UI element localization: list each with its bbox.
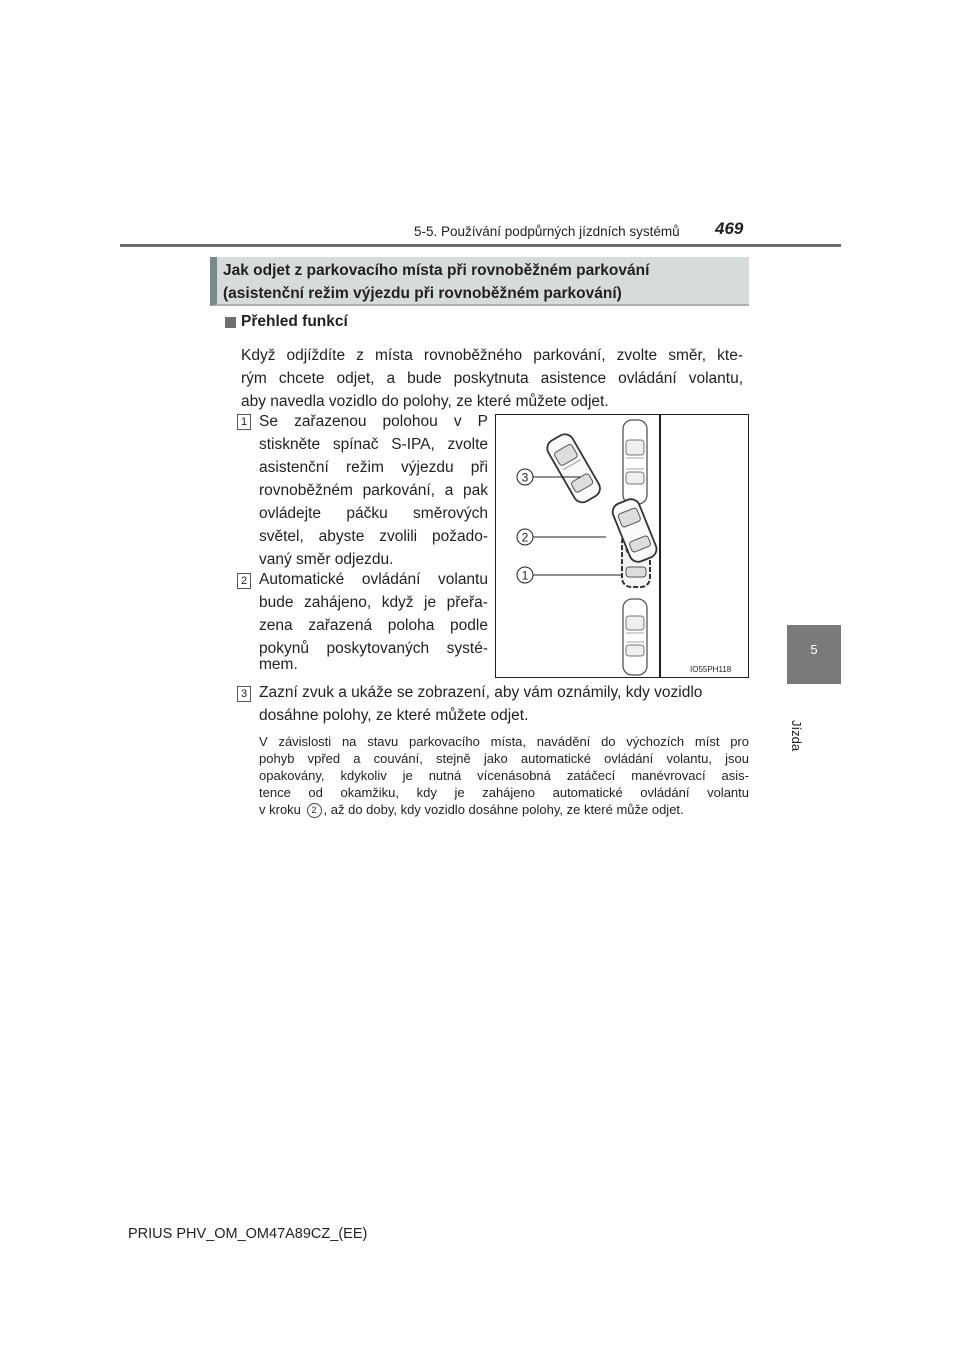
word: směrových xyxy=(413,505,488,522)
word: výjezdu xyxy=(401,459,454,476)
callout-2 xyxy=(517,529,606,545)
callout-3-label: 3 xyxy=(521,470,529,485)
step-1-line xyxy=(259,482,488,500)
overview-title: Přehled funkcí xyxy=(241,313,348,330)
word: a xyxy=(444,482,454,499)
word: míst xyxy=(694,734,720,749)
step-1-line xyxy=(259,505,488,523)
word: navádění xyxy=(536,734,591,749)
callout-1 xyxy=(517,567,622,583)
word: požado- xyxy=(431,528,488,545)
word: parkovacího xyxy=(409,734,480,749)
note-last-pre: v kroku xyxy=(259,802,301,817)
word: spínač xyxy=(332,436,379,453)
step-1-line xyxy=(259,436,488,454)
note-last-post: , až do doby, kdy vozidlo dosáhne polohy, ze které může odjet. xyxy=(323,802,684,817)
word: páčku xyxy=(346,505,388,522)
word: výchozích xyxy=(626,734,685,749)
word: pro xyxy=(730,734,749,749)
word: P xyxy=(477,413,488,430)
step-ref-badge: 2 xyxy=(307,803,322,818)
word: ovládejte xyxy=(259,505,322,522)
step-1-line xyxy=(259,413,488,431)
step-1-line xyxy=(259,459,488,477)
parking-diagram xyxy=(496,415,748,677)
word: parkování, xyxy=(362,482,435,499)
word: zvolili xyxy=(379,528,418,545)
word: bude xyxy=(259,594,294,611)
note-line: opakovány, kdykoliv je nutná vícenásobná zatáčecí manévrovací asis- xyxy=(259,768,749,783)
word: pokynů xyxy=(259,640,309,657)
parked-car-front xyxy=(623,420,647,504)
word: ovládání xyxy=(361,571,421,588)
word: stavu xyxy=(367,734,399,749)
word: Automatické xyxy=(259,571,345,588)
overview-para-line: Když odjíždíte z místa rovnoběžného parkování, zvolte směr, kte- xyxy=(241,347,743,364)
step-3-line: dosáhne polohy, ze které můžete odjet. xyxy=(259,707,529,724)
header-rule xyxy=(120,244,841,247)
word: podle xyxy=(450,617,488,634)
word: abyste xyxy=(318,528,365,545)
note-line xyxy=(259,734,749,749)
step-2-line xyxy=(259,594,488,612)
square-bullet-icon xyxy=(225,317,236,328)
car-position-2 xyxy=(610,497,659,565)
word: zařazená xyxy=(308,617,373,634)
step-1-line xyxy=(259,528,488,546)
step-2-line xyxy=(259,571,488,589)
word: polohou xyxy=(382,413,438,430)
word: světel, xyxy=(259,528,304,545)
word: závislosti xyxy=(278,734,332,749)
word: Se xyxy=(259,413,278,430)
word: rovnoběžném xyxy=(259,482,353,499)
word: zvolte xyxy=(447,436,488,453)
step-2-line: mem. xyxy=(259,656,298,673)
footer-doc-id: PRIUS PHV_OM_OM47A89CZ_(EE) xyxy=(128,1226,368,1242)
word: stiskněte xyxy=(259,436,321,453)
word: volantu xyxy=(438,571,488,588)
word: poloha xyxy=(387,617,435,634)
section-title-line-2: (asistenční režim výjezdu při rovnoběžném parkování) xyxy=(223,285,622,302)
word: přeřa- xyxy=(446,594,488,611)
word: poskytovaných xyxy=(326,640,430,657)
note-line-last xyxy=(259,802,749,818)
word: do xyxy=(601,734,616,749)
overview-para-line: aby navedla vozidlo do polohy, ze které můžete odjet. xyxy=(241,393,609,410)
word: zena xyxy=(259,617,293,634)
car-position-3 xyxy=(544,431,603,506)
overview-para-line: rým chcete odjet, a bude poskytnuta asistence ovládání volantu, xyxy=(241,370,743,387)
step-number-badge: 1 xyxy=(237,414,251,430)
word: pak xyxy=(463,482,488,499)
section-title-line-1: Jak odjet z parkovacího místa při rovnoběžném parkování xyxy=(223,262,650,279)
step-number-badge: 3 xyxy=(237,686,251,702)
word: místa, xyxy=(490,734,527,749)
word: když xyxy=(381,594,414,611)
word: systé- xyxy=(446,640,488,657)
step-1-line: vaný směr odjezdu. xyxy=(259,551,394,568)
word: V xyxy=(259,734,268,749)
word: zařazenou xyxy=(294,413,367,430)
word: v xyxy=(453,413,462,430)
word: režim xyxy=(345,459,384,476)
word: zahájeno, xyxy=(303,594,372,611)
callout-2-label: 2 xyxy=(521,530,529,545)
step-2-line xyxy=(259,617,488,635)
word: je xyxy=(424,594,437,611)
note-line: pohyb vpřed a couvání, stejně jako automatické ovládání volantu, jsou xyxy=(259,751,749,766)
callout-1-label: 1 xyxy=(521,568,529,583)
word: při xyxy=(470,459,488,476)
chapter-tab-label xyxy=(784,720,804,780)
parking-exit-figure xyxy=(495,414,749,678)
chapter-tab-label-text: Jízda xyxy=(789,720,804,752)
word: na xyxy=(341,734,357,749)
page-number: 469 xyxy=(715,219,744,238)
step-3-line: Zazní zvuk a ukáže se zobrazení, aby vám oznámily, kdy vozidlo xyxy=(259,684,703,701)
parked-car-rear xyxy=(623,599,647,675)
word: S-IPA, xyxy=(391,436,435,453)
note-line: tence od okamžiku, kdy je zahájeno automatické ovládání volantu xyxy=(259,785,749,800)
header-section-title: 5-5. Používání podpůrných jízdních systémů xyxy=(414,224,680,239)
word: asistenční xyxy=(259,459,329,476)
step-number-badge: 2 xyxy=(237,573,251,589)
chapter-tab-number: 5 xyxy=(810,642,818,657)
figure-code: IO55PH118 xyxy=(690,665,732,674)
